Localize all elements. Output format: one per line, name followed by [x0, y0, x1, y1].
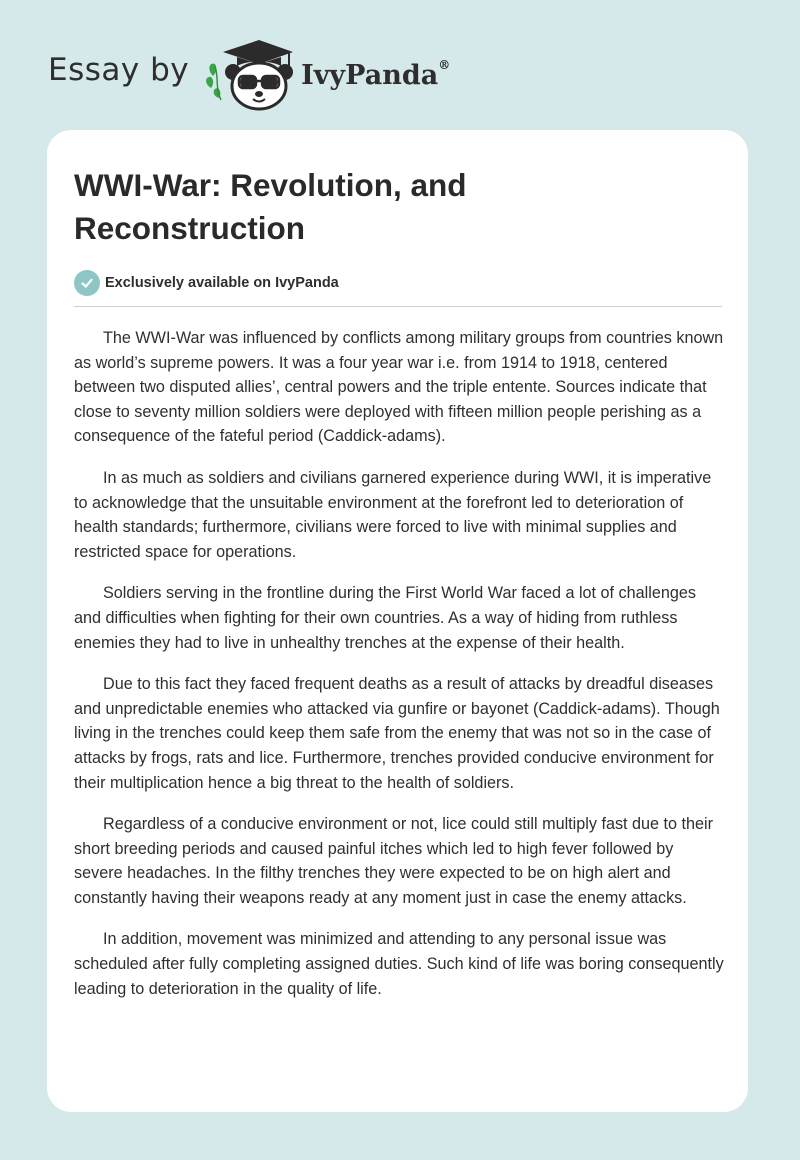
essay-paragraph: Regardless of a conducive environment or not, lice could still multiply fast due to their short breeding periods and caused painful itches which led to high fever followed by severe headaches. In the filthy trenches they were expected to be on high alert and constantly having their weapons ready at any moment just in case the enemy attacks. [74, 815, 714, 907]
registered-mark: ® [438, 57, 451, 72]
panda-logo-icon[interactable] [203, 36, 299, 112]
essay-by-label: Essay by [48, 52, 190, 88]
exclusive-label: Exclusively available on IvyPanda [105, 275, 339, 291]
check-icon [74, 270, 100, 296]
essay-paragraph: Due to this fact they faced frequent deaths as a result of attacks by dreadful diseases and unpredictable enemies who attacked via gunfire or bayonet (Caddick-adams). Though living in the trenches could keep them safe from the enemy that was not so in the case of attacks by frogs, rats and lice. Furthermore, trenches provided conducive environment for their multiplication hence a big threat to the health of soldiers. [74, 675, 720, 792]
essay-card [47, 130, 748, 1112]
site-header [48, 34, 450, 114]
essay-body [74, 326, 724, 1001]
divider [74, 306, 722, 307]
essay-paragraph: In addition, movement was minimized and attending to any personal issue was scheduled after fully completing assigned duties. Such kind of life was boring consequently leading to deterioration in the quality of life. [74, 930, 724, 998]
brand-text: IvyPanda [301, 59, 439, 91]
ivy-leaf-icon [206, 64, 221, 100]
essay-paragraph: The WWI-War was influenced by conflicts among military groups from countries known as world’s supreme powers. It was a four year war i.e. from 1914 to 1918, centered between two disputed allies’, central powers and the triple entente. Sources indicate that close to seventy million soldiers were deployed with fifteen million people perishing as a consequence of the fateful period (Caddick-adams). [74, 329, 724, 446]
essay-paragraph: Soldiers serving in the frontline during the First World War faced a lot of challenges and difficulties when fighting for their own countries. As a way of hiding from ruthless enemies they had to live in unhealthy trenches at the expense of their health. [74, 584, 696, 652]
essay-paragraph: In as much as soldiers and civilians garnered experience during WWI, it is imperative to acknowledge that the unsuitable environment at the forefront led to deterioration of health standards; furthermore, civilians were forced to live with minimal supplies and restricted space for operations. [74, 468, 712, 561]
essay-title: WWI-War: Revolution, and Reconstruction [74, 167, 467, 246]
brand-name[interactable] [301, 57, 451, 91]
exclusive-badge [74, 269, 722, 297]
panda-face-icon [225, 63, 293, 109]
